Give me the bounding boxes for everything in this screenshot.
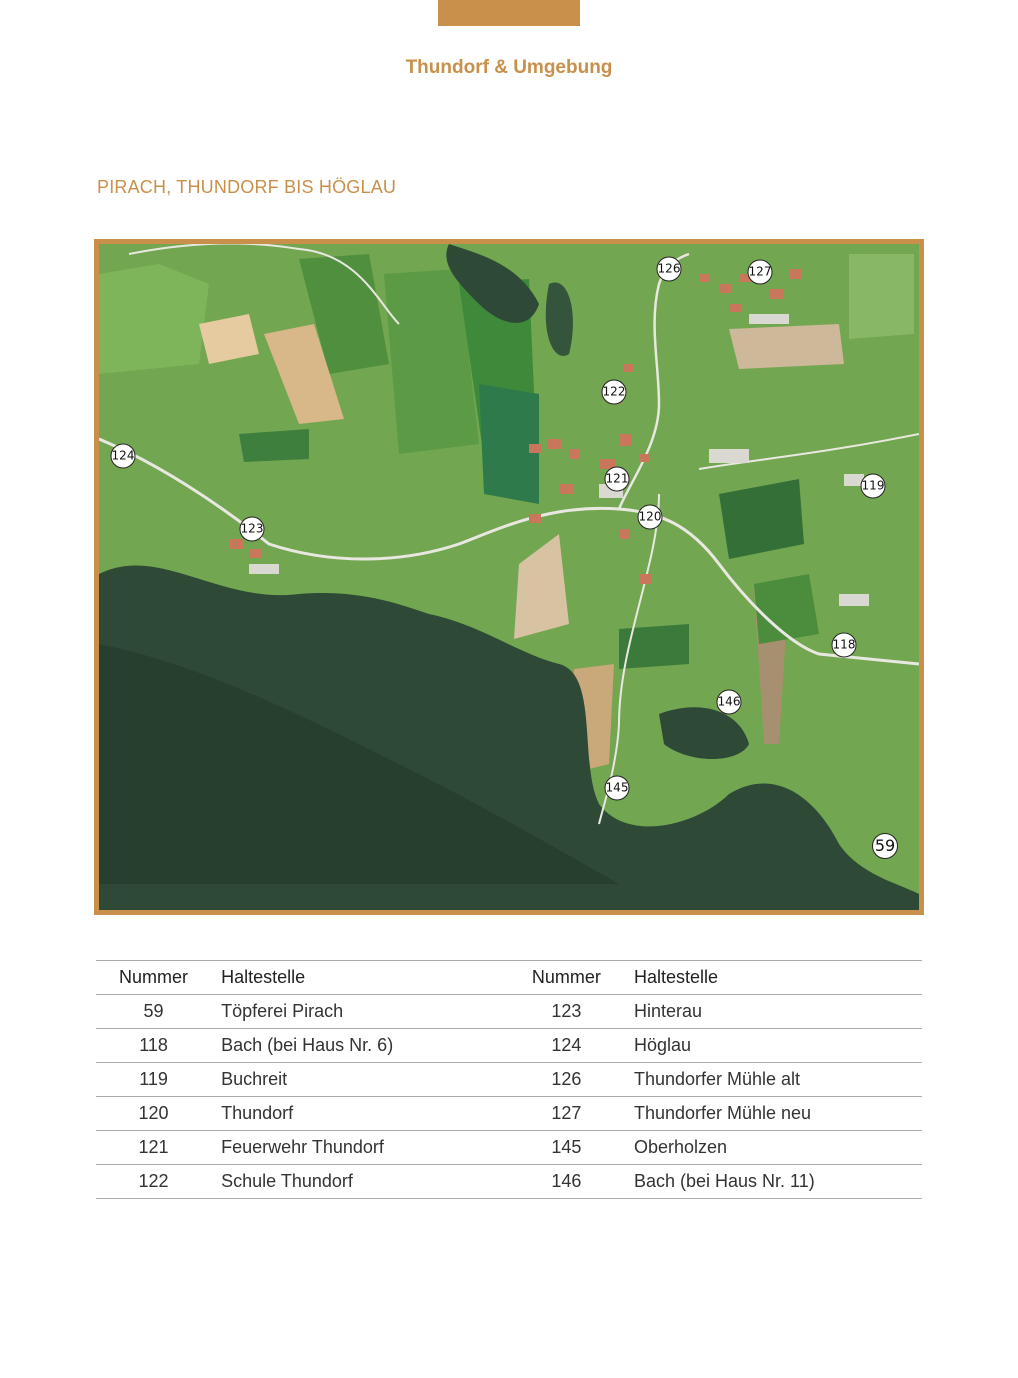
stop-name: Hinterau	[624, 995, 922, 1029]
stops-table	[96, 960, 922, 1199]
map-marker-146[interactable]: 146	[717, 690, 742, 715]
column-header-number: Nummer	[96, 961, 211, 995]
stop-name: Höglau	[624, 1029, 922, 1063]
stop-number: 124	[509, 1029, 624, 1063]
table-row	[96, 1131, 922, 1165]
map-marker-123[interactable]: 123	[240, 517, 265, 542]
aerial-map[interactable]	[94, 239, 924, 915]
stop-number: 122	[96, 1165, 211, 1199]
stop-name: Bach (bei Haus Nr. 6)	[211, 1029, 509, 1063]
page-header-title: Thundorf & Umgebung	[405, 57, 613, 78]
map-marker-118[interactable]: 118	[832, 633, 857, 658]
map-marker-127[interactable]: 127	[748, 260, 773, 285]
map-marker-120[interactable]: 120	[638, 505, 663, 530]
stop-name: Thundorfer Mühle neu	[624, 1097, 922, 1131]
stop-number: 145	[509, 1131, 624, 1165]
stop-name: Schule Thundorf	[211, 1165, 509, 1199]
column-header-number: Nummer	[509, 961, 624, 995]
table-row	[96, 1165, 922, 1199]
map-marker-59[interactable]: 59	[872, 833, 898, 859]
map-marker-121[interactable]: 121	[605, 467, 630, 492]
table-row	[96, 1097, 922, 1131]
map-marker-145[interactable]: 145	[605, 776, 630, 801]
map-marker-122[interactable]: 122	[602, 380, 627, 405]
aerial-photo	[99, 244, 919, 910]
stop-number: 123	[509, 995, 624, 1029]
stop-number: 127	[509, 1097, 624, 1131]
stop-number: 59	[96, 995, 211, 1029]
stop-name: Thundorf	[211, 1097, 509, 1131]
column-header-stop: Haltestelle	[211, 961, 509, 995]
stop-number: 119	[96, 1063, 211, 1097]
stop-number: 118	[96, 1029, 211, 1063]
stop-name: Feuerwehr Thundorf	[211, 1131, 509, 1165]
stop-number: 146	[509, 1165, 624, 1199]
table-row	[96, 1063, 922, 1097]
table-header-row	[96, 961, 922, 995]
stop-name: Buchreit	[211, 1063, 509, 1097]
stop-number: 120	[96, 1097, 211, 1131]
map-marker-126[interactable]: 126	[657, 257, 682, 282]
column-header-stop: Haltestelle	[624, 961, 922, 995]
stop-name: Bach (bei Haus Nr. 11)	[624, 1165, 922, 1199]
stop-number: 126	[509, 1063, 624, 1097]
stop-name: Töpferei Pirach	[211, 995, 509, 1029]
section-title: PIRACH, THUNDORF BIS HÖGLAU	[97, 177, 397, 197]
table-row	[96, 1029, 922, 1063]
header-tab-decoration	[438, 0, 580, 26]
table-row	[96, 995, 922, 1029]
stop-number: 121	[96, 1131, 211, 1165]
stop-name: Oberholzen	[624, 1131, 922, 1165]
map-marker-124[interactable]: 124	[111, 444, 136, 469]
map-marker-119[interactable]: 119	[861, 474, 886, 499]
stop-name: Thundorfer Mühle alt	[624, 1063, 922, 1097]
